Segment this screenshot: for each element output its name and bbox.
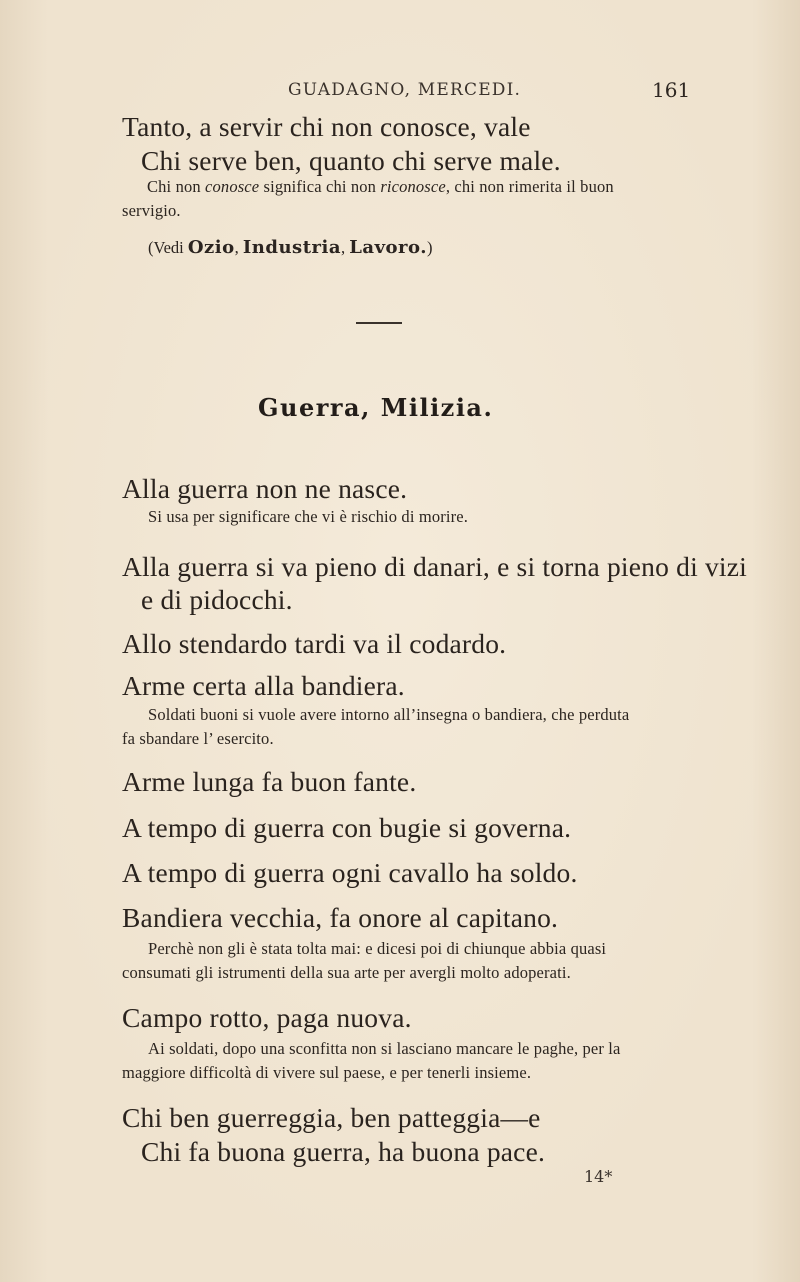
gloss-line: Si usa per significare che vi è rischio di morire. (148, 507, 468, 526)
proverb-line: Alla guerra non ne nasce. (122, 473, 408, 504)
proverb-line: e di pidocchi. (141, 584, 293, 615)
gloss-emphasis: riconosce (380, 177, 446, 196)
proverb-line: Tanto, a servir chi non conosce, vale (122, 111, 531, 142)
proverb-line: Chi ben guerreggia, ben patteggia—e (122, 1102, 541, 1133)
section-title: Guerra, Milizia. (258, 393, 494, 422)
proverb-line: A tempo di guerra con bugie si governa. (122, 812, 572, 843)
gloss-text: significa chi non (259, 177, 381, 196)
page-number: 161 (652, 78, 691, 102)
proverb-line: Bandiera vecchia, fa onore al capitano. (122, 902, 559, 933)
gloss-line: Soldati buoni si vuole avere intorno all’insegna o bandiera, che perduta (148, 705, 630, 724)
xref-open: (Vedi (148, 238, 188, 257)
gloss-line (147, 177, 614, 197)
xref-term: Lavoro. (349, 237, 427, 258)
proverb-line: Chi fa buona guerra, ha buona pace. (141, 1136, 546, 1167)
cross-reference (148, 237, 432, 258)
proverb-line: Alla guerra si va pieno di danari, e si torna pieno di vizi (122, 551, 748, 582)
gloss-line: consumati gli istrumenti della sua arte per avergli molto adoperati. (122, 963, 571, 982)
proverb-line: Allo stendardo tardi va il codardo. (122, 628, 507, 659)
gloss-emphasis: conosce (205, 177, 260, 196)
signature-mark: 14* (584, 1167, 613, 1186)
gloss-line: maggiore difficoltà di vivere sul paese, e per tenerli insieme. (122, 1063, 532, 1082)
xref-close: ) (426, 238, 433, 257)
proverb-line: Chi serve ben, quanto chi serve male. (141, 145, 561, 176)
proverb-line: A tempo di guerra ogni cavallo ha soldo. (122, 857, 578, 888)
gloss-text: , chi non rimerita il buon (445, 177, 614, 196)
running-head: GUADAGNO, MERCEDI. (288, 80, 522, 100)
proverb-line: Arme lunga fa buon fante. (122, 766, 417, 797)
xref-term: Ozio (187, 237, 235, 258)
gloss-line: servigio. (122, 201, 181, 220)
proverb-line: Arme certa alla bandiera. (122, 670, 405, 701)
xref-term: Industria (242, 237, 341, 258)
proverb-line: Campo rotto, paga nuova. (122, 1002, 412, 1033)
gloss-line: Ai soldati, dopo una sconfitta non si lasciano mancare le paghe, per la (148, 1039, 621, 1058)
gloss-line: fa sbandare l’ esercito. (122, 729, 274, 748)
section-divider (356, 322, 402, 324)
xref-separator: , (341, 238, 350, 257)
gloss-text: Chi non (147, 177, 206, 196)
gloss-line: Perchè non gli è stata tolta mai: e dicesi poi di chiunque abbia quasi (148, 939, 607, 958)
xref-separator: , (234, 238, 243, 257)
